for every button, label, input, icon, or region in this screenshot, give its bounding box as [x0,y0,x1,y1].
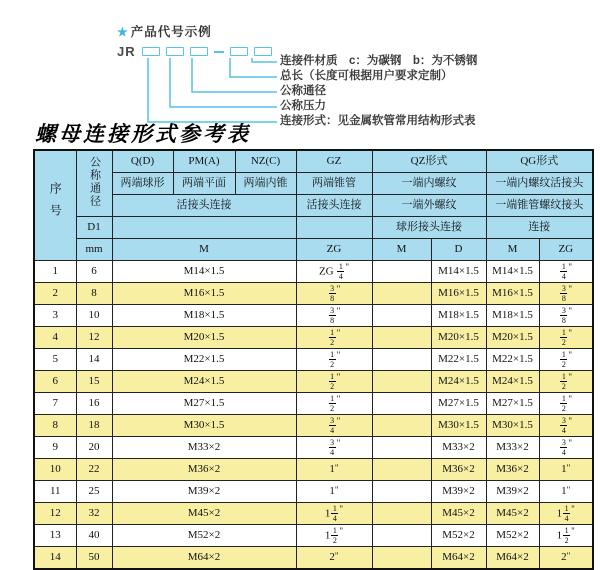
table-row [34,547,593,570]
cell-gz: $\frac{1}{2}$ " [296,393,372,415]
cell-dn: 40 [76,525,112,547]
cell-m: M64×2 [112,547,296,570]
cell-seq: 8 [34,415,76,437]
cell-qz-m [372,371,431,393]
cell-gz: $\frac{1}{2}$ " [296,349,372,371]
cell-m: M16×1.5 [112,283,296,305]
cell-seq: 3 [34,305,76,327]
cell-dn: 22 [76,459,112,481]
table-row [34,437,593,459]
cell-gz: $\frac{3}{8}$ " [296,283,372,305]
header-conn-qpmnz: 活接头连接 [112,195,296,217]
label-pressure: 公称压力 [280,100,326,112]
header-col-q: Q(D) [112,150,173,173]
label-length: 总长（长度可根据用户要求定制） [280,70,453,82]
cell-qz-m [372,283,431,305]
table-row [34,305,593,327]
table-row [34,371,593,393]
cell-seq: 10 [34,459,76,481]
table-row [34,481,593,503]
table-row [34,415,593,437]
cell-qz-m [372,327,431,349]
cell-gz: $\frac{3}{4}$ " [296,437,372,459]
cell-qz-m [372,459,431,481]
cell-qg-m: M24×1.5 [486,371,539,393]
header-seq: 序号 [34,150,76,261]
table-row [34,261,593,283]
cell-gz: $\frac{3}{4}$ " [296,415,372,437]
cell-qg-zg: $\frac{1}{2}$ " [539,349,593,371]
cell-qg-zg: $\frac{1}{2}$ " [539,327,593,349]
header-dn: 公称通径 [76,150,112,217]
cell-seq: 1 [34,261,76,283]
cell-seq: 5 [34,349,76,371]
label-material: 连接件材质 c：为碳钢 b：为不锈钢 [280,55,478,67]
cell-qg-m: M18×1.5 [486,305,539,327]
table-header [34,150,593,261]
cell-qz-d: M22×1.5 [431,349,486,371]
cell-qz-m [372,415,431,437]
cell-qz-m [372,393,431,415]
cell-seq: 14 [34,547,76,570]
cell-qg-m: M27×1.5 [486,393,539,415]
cell-qg-m: M16×1.5 [486,283,539,305]
header-empty-2 [296,217,372,239]
code-box-5 [254,47,272,56]
header-desc-pm: 两端平面 [173,173,235,195]
table-row [34,327,593,349]
header-unit-qg-zg: ZG [539,239,593,261]
cell-seq: 11 [34,481,76,503]
cell-dn: 20 [76,437,112,459]
header-unit-qz-d: D [431,239,486,261]
cell-qz-m [372,525,431,547]
code-box-2 [166,47,184,56]
cell-qz-d: M39×2 [431,481,486,503]
header-conn-gz: 活接头连接 [296,195,372,217]
header-col-pm: PM(A) [173,150,235,173]
cell-qg-m: M36×2 [486,459,539,481]
cell-qg-zg: 2" [539,547,593,570]
cell-gz: 1" [296,459,372,481]
table-body [34,261,593,570]
cell-gz: $\frac{1}{2}$ " [296,327,372,349]
cell-qz-m [372,481,431,503]
cell-seq: 2 [34,283,76,305]
header-unit-qg-m: M [486,239,539,261]
header-unit-zg: ZG [296,239,372,261]
cell-gz: 2" [296,547,372,570]
product-code-row [117,44,278,59]
nut-connection-table-wrap [33,149,594,570]
cell-qg-m: M39×2 [486,481,539,503]
cell-gz: 1 $\frac{1}{4}$ " [296,503,372,525]
header-unit-qz-m: M [372,239,431,261]
cell-qz-m [372,547,431,570]
cell-m: M24×1.5 [112,371,296,393]
diagram-heading [117,22,212,40]
header-desc-q: 两端球形 [112,173,173,195]
header-mm: mm [76,239,112,261]
cell-m: M22×1.5 [112,349,296,371]
table-row [34,503,593,525]
cell-dn: 12 [76,327,112,349]
code-box-3 [190,47,208,56]
header-desc-qz2: 一端外螺纹 [372,195,486,217]
cell-dn: 10 [76,305,112,327]
cell-qg-zg: $\frac{3}{4}$ " [539,437,593,459]
cell-m: M36×2 [112,459,296,481]
cell-qg-m: M20×1.5 [486,327,539,349]
cell-dn: 6 [76,261,112,283]
cell-qg-zg: 1 $\frac{1}{2}$ " [539,525,593,547]
cell-qz-d: M64×2 [431,547,486,570]
cell-m: M20×1.5 [112,327,296,349]
cell-qz-d: M33×2 [431,437,486,459]
cell-seq: 13 [34,525,76,547]
cell-gz: 1 $\frac{1}{2}$ " [296,525,372,547]
table-row [34,459,593,481]
cell-qz-m [372,503,431,525]
cell-qg-m: M22×1.5 [486,349,539,371]
cell-qg-zg: 1" [539,459,593,481]
cell-gz: ZG $\frac{1}{4}$ " [296,261,372,283]
cell-dn: 15 [76,371,112,393]
cell-qz-m [372,305,431,327]
nut-connection-table [33,149,594,570]
cell-qg-m: M45×2 [486,503,539,525]
cell-seq: 4 [34,327,76,349]
cell-qg-m: M33×2 [486,437,539,459]
cell-qz-m [372,349,431,371]
star-icon: ★ [117,25,129,39]
cell-qz-d: M20×1.5 [431,327,486,349]
cell-m: M14×1.5 [112,261,296,283]
header-col-gz: GZ [296,150,372,173]
cell-dn: 50 [76,547,112,570]
cell-qg-zg: $\frac{1}{2}$ " [539,393,593,415]
cell-qg-zg: 1" [539,481,593,503]
cell-qg-zg: $\frac{3}{8}$ " [539,283,593,305]
cell-dn: 25 [76,481,112,503]
header-desc-gz: 两端锥管 [296,173,372,195]
cell-qg-m: M30×1.5 [486,415,539,437]
header-desc-nz: 两端内锥 [235,173,296,195]
cell-qg-zg: $\frac{1}{4}$ " [539,261,593,283]
cell-qg-zg: $\frac{3}{4}$ " [539,415,593,437]
cell-qg-m: M14×1.5 [486,261,539,283]
cell-seq: 6 [34,371,76,393]
cell-qz-d: M14×1.5 [431,261,486,283]
header-desc-qg1: 一端内螺纹活接头 [486,173,593,195]
header-conn-qg: 连接 [486,217,593,239]
cell-qz-d: M18×1.5 [431,305,486,327]
header-desc-qz1: 一端内螺纹 [372,173,486,195]
cell-m: M39×2 [112,481,296,503]
label-diameter: 公称通径 [280,85,326,97]
cell-qz-m [372,261,431,283]
header-desc-qg2: 一端锥管螺纹接头 [486,195,593,217]
header-col-nz: NZ(C) [235,150,296,173]
cell-qz-d: M24×1.5 [431,371,486,393]
cell-m: M27×1.5 [112,393,296,415]
table-row [34,393,593,415]
table-row [34,525,593,547]
code-dash [214,51,224,53]
table-row [34,349,593,371]
cell-dn: 32 [76,503,112,525]
cell-gz: $\frac{1}{2}$ " [296,371,372,393]
code-prefix: JR [117,44,136,59]
header-col-qg: QG形式 [486,150,593,173]
header-unit-m: M [112,239,296,261]
diagram-labels [280,54,477,129]
table-row [34,283,593,305]
cell-qz-m [372,437,431,459]
cell-qg-m: M64×2 [486,547,539,570]
cell-seq: 7 [34,393,76,415]
diagram-heading-text: 产品代号示例 [130,25,212,39]
cell-qg-m: M52×2 [486,525,539,547]
cell-dn: 18 [76,415,112,437]
code-box-1 [142,47,160,56]
header-empty-1 [112,217,296,239]
header-col-qz: QZ形式 [372,150,486,173]
code-box-4 [230,47,248,56]
cell-seq: 12 [34,503,76,525]
cell-qz-d: M45×2 [431,503,486,525]
header-conn-qz: 球形接头连接 [372,217,486,239]
cell-qz-d: M27×1.5 [431,393,486,415]
cell-dn: 8 [76,283,112,305]
label-connection: 连接形式：见金属软管常用结构形式表 [280,115,476,127]
cell-m: M18×1.5 [112,305,296,327]
cell-seq: 9 [34,437,76,459]
cell-m: M30×1.5 [112,415,296,437]
cell-gz: $\frac{3}{8}$ " [296,305,372,327]
header-d1: D1 [76,217,112,239]
cell-m: M52×2 [112,525,296,547]
cell-qg-zg: $\frac{3}{8}$ " [539,305,593,327]
cell-m: M33×2 [112,437,296,459]
cell-qz-d: M36×2 [431,459,486,481]
cell-qz-d: M52×2 [431,525,486,547]
cell-dn: 16 [76,393,112,415]
cell-dn: 14 [76,349,112,371]
cell-qg-zg: $\frac{1}{2}$ " [539,371,593,393]
table-title: 螺母连接形式参考表 [35,122,251,146]
cell-m: M45×2 [112,503,296,525]
cell-qz-d: M30×1.5 [431,415,486,437]
cell-qz-d: M16×1.5 [431,283,486,305]
cell-qg-zg: 1 $\frac{1}{4}$ " [539,503,593,525]
cell-gz: 1" [296,481,372,503]
